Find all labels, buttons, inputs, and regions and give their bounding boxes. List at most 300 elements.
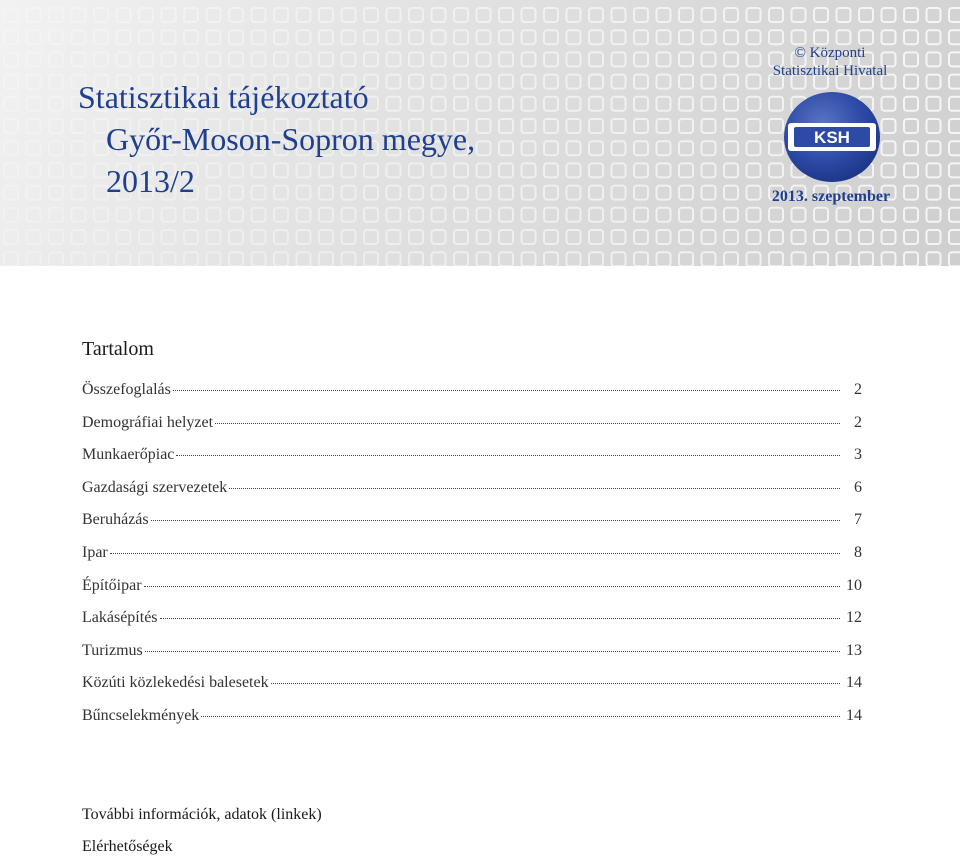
toc-item-label: Beruházás xyxy=(82,511,149,529)
toc-item-label: Építőipar xyxy=(82,576,142,594)
pattern-square xyxy=(499,97,513,111)
pattern-square xyxy=(252,208,266,222)
pattern-square xyxy=(724,141,738,155)
pattern-square xyxy=(702,52,716,66)
pattern-square xyxy=(634,230,648,244)
toc-item[interactable] xyxy=(82,577,862,610)
pattern-square xyxy=(522,252,536,266)
pattern-square xyxy=(634,30,648,44)
pattern-square xyxy=(544,52,558,66)
pattern-square xyxy=(702,141,716,155)
pattern-square xyxy=(477,230,491,244)
pattern-square xyxy=(747,30,761,44)
toc-item[interactable] xyxy=(82,642,862,675)
pattern-square xyxy=(454,252,468,266)
pattern-square xyxy=(724,52,738,66)
toc-item-page: 6 xyxy=(854,478,862,496)
pattern-square xyxy=(499,230,513,244)
pattern-square xyxy=(49,208,63,222)
pattern-square xyxy=(139,230,153,244)
pattern-square xyxy=(567,208,581,222)
toc-item-label: Közúti közlekedési balesetek xyxy=(82,674,269,692)
pattern-square xyxy=(724,97,738,111)
pattern-square xyxy=(409,8,423,22)
pattern-square xyxy=(567,163,581,177)
pattern-square xyxy=(4,30,18,44)
pattern-square xyxy=(4,52,18,66)
toc-item-page: 2 xyxy=(854,381,862,398)
pattern-square xyxy=(162,8,176,22)
toc-item[interactable] xyxy=(82,674,862,707)
pattern-square xyxy=(27,252,41,266)
toc-dot-leader xyxy=(145,651,840,652)
pattern-square xyxy=(927,75,941,89)
pattern-square xyxy=(4,97,18,111)
title-line-1: Statisztikai tájékoztató xyxy=(78,79,369,115)
pattern-square xyxy=(49,186,63,200)
pattern-square xyxy=(162,208,176,222)
pattern-square xyxy=(702,208,716,222)
header-banner xyxy=(0,0,960,266)
pattern-square xyxy=(454,30,468,44)
pattern-square xyxy=(454,8,468,22)
toc-dot-leader xyxy=(201,716,840,717)
pattern-square xyxy=(117,252,131,266)
pattern-square xyxy=(612,252,626,266)
pattern-square xyxy=(364,230,378,244)
pattern-square xyxy=(814,252,828,266)
pattern-square xyxy=(72,208,86,222)
pattern-square xyxy=(634,141,648,155)
pattern-square xyxy=(252,52,266,66)
pattern-square xyxy=(949,141,960,155)
pattern-square xyxy=(612,97,626,111)
pattern-square xyxy=(747,230,761,244)
pattern-square xyxy=(679,52,693,66)
pattern-square xyxy=(814,8,828,22)
pattern-square xyxy=(859,30,873,44)
pattern-square xyxy=(499,186,513,200)
pattern-square xyxy=(544,75,558,89)
pattern-square xyxy=(477,208,491,222)
toc-item[interactable] xyxy=(82,479,862,512)
pattern-square xyxy=(49,8,63,22)
pattern-square xyxy=(949,52,960,66)
toc-dot-leader xyxy=(160,618,840,619)
pattern-square xyxy=(634,119,648,133)
pattern-square xyxy=(612,52,626,66)
pattern-square xyxy=(612,30,626,44)
pattern-square xyxy=(724,252,738,266)
pattern-square xyxy=(769,141,783,155)
toc-item[interactable] xyxy=(82,609,862,642)
pattern-square xyxy=(544,119,558,133)
pattern-square xyxy=(117,30,131,44)
pattern-square xyxy=(702,186,716,200)
pattern-square xyxy=(477,141,491,155)
pattern-square xyxy=(679,252,693,266)
pattern-square xyxy=(522,119,536,133)
pattern-square xyxy=(342,52,356,66)
pattern-square xyxy=(702,30,716,44)
pattern-square xyxy=(49,163,63,177)
pattern-square xyxy=(589,97,603,111)
toc-item[interactable] xyxy=(82,511,862,544)
pattern-square xyxy=(364,208,378,222)
pattern-square xyxy=(499,252,513,266)
pattern-square xyxy=(229,208,243,222)
pattern-square xyxy=(409,252,423,266)
pattern-square xyxy=(4,8,18,22)
pattern-square xyxy=(27,8,41,22)
pattern-square xyxy=(904,230,918,244)
more-info-link[interactable]: További információk, adatok (linkek) xyxy=(82,806,322,823)
pattern-square xyxy=(342,30,356,44)
pattern-square xyxy=(72,252,86,266)
pattern-square xyxy=(589,8,603,22)
pattern-square xyxy=(184,208,198,222)
pattern-square xyxy=(657,97,671,111)
pattern-square xyxy=(634,208,648,222)
toc-item[interactable] xyxy=(82,381,862,414)
pattern-square xyxy=(27,208,41,222)
pattern-square xyxy=(477,8,491,22)
pattern-square xyxy=(904,30,918,44)
document-title xyxy=(78,76,475,202)
pattern-square xyxy=(432,252,446,266)
pattern-square xyxy=(229,252,243,266)
pattern-square xyxy=(94,8,108,22)
pattern-square xyxy=(477,119,491,133)
pattern-square xyxy=(499,8,513,22)
pattern-square xyxy=(184,252,198,266)
toc-item-label: Lakásépítés xyxy=(82,609,158,627)
pattern-square xyxy=(679,8,693,22)
pattern-square xyxy=(387,30,401,44)
pattern-square xyxy=(612,186,626,200)
pattern-square xyxy=(589,141,603,155)
pattern-square xyxy=(297,52,311,66)
pattern-square xyxy=(882,97,896,111)
pattern-square xyxy=(72,230,86,244)
pattern-square xyxy=(229,8,243,22)
pattern-square xyxy=(387,230,401,244)
pattern-square xyxy=(27,119,41,133)
pattern-square xyxy=(634,52,648,66)
pattern-square xyxy=(27,30,41,44)
toc-dot-leader xyxy=(176,455,840,456)
toc-dot-leader xyxy=(271,683,840,684)
pattern-square xyxy=(769,163,783,177)
pattern-square xyxy=(949,119,960,133)
pattern-square xyxy=(4,252,18,266)
pattern-square xyxy=(297,30,311,44)
pattern-square xyxy=(4,119,18,133)
contacts-link[interactable]: Elérhetőségek xyxy=(82,838,173,855)
pattern-square xyxy=(432,230,446,244)
toc-item[interactable] xyxy=(82,707,862,740)
pattern-square xyxy=(499,163,513,177)
pattern-square xyxy=(49,230,63,244)
toc-item-page: 3 xyxy=(854,446,862,464)
pattern-square xyxy=(792,252,806,266)
pattern-square xyxy=(432,208,446,222)
pattern-square xyxy=(297,252,311,266)
toc-dot-leader xyxy=(215,423,840,424)
pattern-square xyxy=(49,252,63,266)
pattern-square xyxy=(927,119,941,133)
pattern-square xyxy=(94,52,108,66)
toc-item-label: Ipar xyxy=(82,543,108,561)
pattern-square xyxy=(657,186,671,200)
pattern-square xyxy=(612,163,626,177)
pattern-square xyxy=(544,141,558,155)
pattern-square xyxy=(477,163,491,177)
logo-text: KSH xyxy=(814,128,850,147)
pattern-square xyxy=(432,8,446,22)
pattern-square xyxy=(477,75,491,89)
pattern-square xyxy=(274,208,288,222)
pattern-square xyxy=(927,141,941,155)
pattern-square xyxy=(297,8,311,22)
pattern-square xyxy=(679,97,693,111)
toc-dot-leader xyxy=(110,553,840,554)
publication-date: 2013. szeptember xyxy=(771,188,891,205)
toc-title: Tartalom xyxy=(82,338,154,360)
pattern-square xyxy=(207,30,221,44)
pattern-square xyxy=(724,163,738,177)
pattern-square xyxy=(949,252,960,266)
pattern-square xyxy=(499,119,513,133)
pattern-square xyxy=(927,30,941,44)
pattern-square xyxy=(949,163,960,177)
pattern-square xyxy=(747,8,761,22)
pattern-square xyxy=(657,8,671,22)
pattern-square xyxy=(364,52,378,66)
pattern-square xyxy=(792,30,806,44)
pattern-square xyxy=(522,97,536,111)
pattern-square xyxy=(567,52,581,66)
pattern-square xyxy=(927,186,941,200)
pattern-square xyxy=(522,230,536,244)
pattern-square xyxy=(49,119,63,133)
pattern-square xyxy=(882,119,896,133)
pattern-square xyxy=(49,97,63,111)
pattern-square xyxy=(409,30,423,44)
pattern-square xyxy=(4,186,18,200)
pattern-square xyxy=(567,75,581,89)
pattern-square xyxy=(814,208,828,222)
pattern-square xyxy=(724,75,738,89)
pattern-square xyxy=(274,252,288,266)
pattern-square xyxy=(567,8,581,22)
pattern-square xyxy=(724,186,738,200)
pattern-square xyxy=(702,230,716,244)
pattern-square xyxy=(927,252,941,266)
pattern-square xyxy=(927,208,941,222)
pattern-square xyxy=(679,186,693,200)
pattern-square xyxy=(589,52,603,66)
pattern-square xyxy=(882,208,896,222)
pattern-square xyxy=(432,30,446,44)
pattern-square xyxy=(949,208,960,222)
pattern-square xyxy=(612,208,626,222)
pattern-square xyxy=(949,186,960,200)
pattern-square xyxy=(49,75,63,89)
pattern-square xyxy=(162,252,176,266)
pattern-square xyxy=(499,141,513,155)
pattern-square xyxy=(949,75,960,89)
pattern-square xyxy=(342,230,356,244)
pattern-square xyxy=(612,119,626,133)
pattern-square xyxy=(4,208,18,222)
pattern-square xyxy=(72,52,86,66)
toc-item-page: 14 xyxy=(846,674,862,692)
pattern-square xyxy=(184,230,198,244)
pattern-square xyxy=(657,230,671,244)
pattern-square xyxy=(49,52,63,66)
pattern-square xyxy=(904,8,918,22)
pattern-square xyxy=(342,8,356,22)
pattern-square xyxy=(522,141,536,155)
toc-item-label: Munkaerőpiac xyxy=(82,446,175,464)
pattern-square xyxy=(927,163,941,177)
pattern-square xyxy=(612,141,626,155)
pattern-square xyxy=(27,230,41,244)
pattern-square xyxy=(139,30,153,44)
toc-item-label: Turizmus xyxy=(82,641,143,659)
pattern-square xyxy=(4,141,18,155)
pattern-square xyxy=(747,252,761,266)
pattern-square xyxy=(544,208,558,222)
toc-dot-leader xyxy=(144,586,840,587)
pattern-square xyxy=(477,252,491,266)
toc-item[interactable] xyxy=(82,446,862,479)
pattern-square xyxy=(27,163,41,177)
toc-item-label: Gazdasági szervezetek xyxy=(82,478,228,496)
pattern-square xyxy=(544,8,558,22)
pattern-square xyxy=(454,52,468,66)
pattern-square xyxy=(4,75,18,89)
pattern-square xyxy=(747,119,761,133)
pattern-square xyxy=(837,230,851,244)
title-line-3: 2013/2 xyxy=(106,163,195,199)
pattern-square xyxy=(679,230,693,244)
pattern-square xyxy=(904,141,918,155)
pattern-square xyxy=(117,208,131,222)
pattern-square xyxy=(27,186,41,200)
pattern-square xyxy=(544,230,558,244)
pattern-square xyxy=(814,30,828,44)
toc-item-page: 12 xyxy=(846,609,862,627)
pattern-square xyxy=(319,252,333,266)
pattern-square xyxy=(229,30,243,44)
pattern-square xyxy=(274,52,288,66)
pattern-square xyxy=(184,52,198,66)
pattern-square xyxy=(522,75,536,89)
publisher-line-2: Statisztikai Hivatal xyxy=(772,63,888,79)
pattern-square xyxy=(364,8,378,22)
pattern-square xyxy=(477,97,491,111)
pattern-square xyxy=(612,230,626,244)
pattern-square xyxy=(679,163,693,177)
pattern-square xyxy=(679,119,693,133)
pattern-square xyxy=(94,30,108,44)
pattern-square xyxy=(342,252,356,266)
toc-item[interactable] xyxy=(82,414,862,447)
pattern-square xyxy=(882,30,896,44)
pattern-square xyxy=(769,97,783,111)
toc-item[interactable] xyxy=(82,544,862,577)
pattern-square xyxy=(679,208,693,222)
pattern-square xyxy=(319,52,333,66)
pattern-square xyxy=(747,97,761,111)
pattern-square xyxy=(454,208,468,222)
pattern-square xyxy=(544,97,558,111)
pattern-square xyxy=(387,52,401,66)
pattern-square xyxy=(252,8,266,22)
pattern-square xyxy=(589,30,603,44)
pattern-square xyxy=(387,8,401,22)
pattern-square xyxy=(184,30,198,44)
pattern-square xyxy=(567,119,581,133)
pattern-square xyxy=(904,208,918,222)
pattern-square xyxy=(679,75,693,89)
pattern-square xyxy=(814,230,828,244)
pattern-square xyxy=(657,75,671,89)
pattern-square xyxy=(117,8,131,22)
pattern-square xyxy=(859,208,873,222)
pattern-square xyxy=(567,141,581,155)
pattern-square xyxy=(162,230,176,244)
pattern-square xyxy=(859,8,873,22)
pattern-square xyxy=(792,208,806,222)
pattern-square xyxy=(319,30,333,44)
pattern-square xyxy=(544,163,558,177)
pattern-square xyxy=(319,8,333,22)
pattern-square xyxy=(949,8,960,22)
pattern-square xyxy=(949,97,960,111)
pattern-square xyxy=(567,186,581,200)
pattern-square xyxy=(927,230,941,244)
toc-item-page: 7 xyxy=(854,511,862,529)
pattern-square xyxy=(837,8,851,22)
pattern-square xyxy=(747,141,761,155)
pattern-square xyxy=(184,8,198,22)
pattern-square xyxy=(634,97,648,111)
pattern-square xyxy=(252,252,266,266)
pattern-square xyxy=(657,163,671,177)
publisher-name xyxy=(745,44,915,80)
pattern-square xyxy=(522,30,536,44)
pattern-square xyxy=(949,30,960,44)
pattern-square xyxy=(679,141,693,155)
pattern-square xyxy=(702,252,716,266)
pattern-square xyxy=(139,252,153,266)
pattern-square xyxy=(27,52,41,66)
pattern-square xyxy=(679,30,693,44)
pattern-square xyxy=(612,75,626,89)
pattern-square xyxy=(657,30,671,44)
pattern-square xyxy=(769,252,783,266)
pattern-square xyxy=(72,8,86,22)
pattern-square xyxy=(589,163,603,177)
pattern-square xyxy=(589,252,603,266)
footer-links xyxy=(82,803,322,861)
pattern-square xyxy=(522,52,536,66)
pattern-square xyxy=(904,119,918,133)
pattern-square xyxy=(522,8,536,22)
